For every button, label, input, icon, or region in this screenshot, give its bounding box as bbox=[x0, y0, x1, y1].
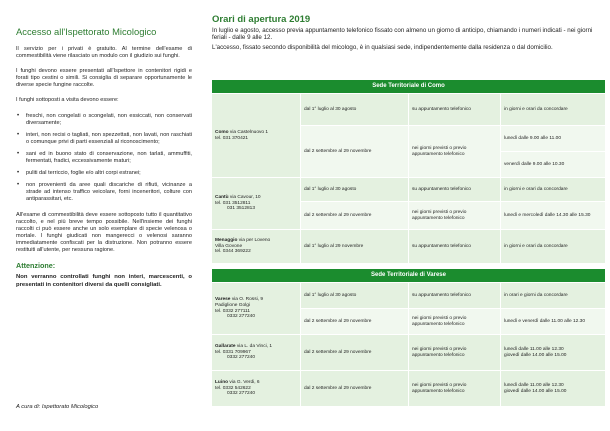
access-cell: su appuntamento telefonico bbox=[409, 94, 501, 126]
location-cell: Como via Castelnuovo 1 tel. 031 370421 bbox=[212, 94, 301, 178]
access-cell: su appuntamento telefonico bbox=[409, 178, 501, 202]
hours-cell: in giorni e orari da concordare bbox=[501, 230, 606, 264]
access-paragraph: L'accesso, fissato secondo disponibilità del micologo, è in qualsiasi sede, indipendentemente dalla residenza o dal domicilio. bbox=[212, 43, 553, 51]
como-table bbox=[211, 79, 606, 264]
access-info-column bbox=[16, 26, 192, 297]
attention-text: Non verranno controllati funghi non interi, marcescenti, o presentati in contenitori diversi da quelli consigliati. bbox=[16, 274, 192, 288]
opening-hours-intro bbox=[212, 14, 604, 51]
period-cell: dal 1° luglio al 30 agosto bbox=[301, 94, 409, 126]
varese-header: Sede Territoriale di Varese bbox=[212, 269, 606, 283]
period-cell: dal 1° luglio al 30 agosto bbox=[301, 283, 409, 309]
period-cell: dal 2 settembre al 29 novembre bbox=[301, 202, 409, 230]
bullet-icon: • bbox=[17, 112, 20, 119]
access-cell: nei giorni previsti o previo appuntamento telefonico bbox=[409, 309, 501, 335]
location-cell: Menaggio via per Loveno Villa Govone tel. 0344 369222 bbox=[212, 230, 301, 264]
list-item: • puliti dal terriccio, foglie e/o altri corpi estranei; bbox=[17, 170, 141, 177]
access-cell: nei giorni previsti o previo appuntamento telefonico bbox=[409, 126, 501, 178]
access-cell: nei giorni previsti o previo appuntamento telefonico bbox=[409, 202, 501, 230]
table-row bbox=[212, 283, 606, 309]
period-cell: dal 1° luglio al 30 agosto bbox=[301, 178, 409, 202]
hours-cell: in orari e giorni da concordare bbox=[501, 283, 606, 309]
access-cell: nei giorni previsti o previo appuntamento telefonico bbox=[409, 335, 501, 371]
hours-cell: lunedì dalle 11.00 alle 12.30 giovedì dalle 14.00 alle 15.00 bbox=[501, 371, 606, 407]
table-row bbox=[212, 335, 606, 371]
varese-table bbox=[211, 268, 606, 407]
location-cell: Varese via O. Rossi, 9 Padiglione Golgi tel. 0332 277111 0332 277240 bbox=[212, 283, 301, 335]
location-cell: Cantù via Cavour, 10 tel. 031 3512811 031 3512813 bbox=[212, 178, 301, 230]
hours-cell: in giorni e orari da concordare bbox=[501, 178, 606, 202]
containers-paragraph: I funghi devono essere presentati all'Ispettore in contenitori rigidi e forati tipo cestini o simili. Si consiglia di separare opportunamente le diverse specie fungine raccolte. bbox=[16, 68, 192, 89]
table-row bbox=[212, 94, 606, 126]
exam-paragraph: All'esame di commestibilità deve essere sottoposto tutto il quantitativo raccolto, e nel più breve tempo possibile. Nell'insieme dei funghi raccolti ci può essere anche un solo esemplare di specie velenosa o mortale. I funghi giudicati non mangerecci o velenosi saranno immediatamente confiscati per la distruzione. Non potranno essere restituiti all'utente, per nessuna ragione. bbox=[16, 211, 192, 253]
list-item: • interi, non recisi o tagliati, non spezzettati, non lavati, non raschiati o comunque privi di parti essenziali al riconoscimento; bbox=[17, 131, 192, 145]
hours-cell: lunedì dalle 9.00 alle 11.00 bbox=[501, 126, 606, 152]
period-cell: dal 2 settembre al 29 novembre bbox=[301, 126, 409, 178]
bullet-icon: • bbox=[17, 170, 20, 177]
hours-cell: venerdì dalle 9.00 alle 10.30 bbox=[501, 152, 606, 178]
bullet-icon: • bbox=[17, 182, 20, 189]
access-title: Accesso all'Ispettorato Micologico bbox=[16, 26, 157, 37]
list-item: • freschi, non congelati o scongelati, non essiccati, non conservati diversamente; bbox=[17, 112, 192, 126]
schedule-tables bbox=[211, 79, 605, 407]
location-cell: Luino via G. Verdi, 6 tel. 0332 542622 0332 277240 bbox=[212, 371, 301, 407]
access-cell: nei giorni previsti o previo appuntamento telefonico bbox=[409, 371, 501, 407]
table-row bbox=[212, 230, 606, 264]
requirements-intro: I funghi sottoposti a visita devono essere: bbox=[16, 97, 119, 104]
period-cell: dal 1° luglio al 29 novembre bbox=[301, 230, 409, 264]
table-row bbox=[212, 371, 606, 407]
list-item: • sani ed in buono stato di conservazione, non tarlati, ammuffiti, fermentati, fradici, eccessivamente maturi; bbox=[17, 150, 192, 165]
hours-cell: in giorni e orari da concordare bbox=[501, 94, 606, 126]
bullet-icon: • bbox=[17, 131, 20, 138]
requirements-list bbox=[16, 113, 192, 204]
hours-cell: lunedì e mercoledì dalle 14.30 alle 15.30 bbox=[501, 202, 606, 230]
attention-title: Attenzione: bbox=[16, 261, 56, 271]
access-cell: su appuntamento telefonico bbox=[409, 283, 501, 309]
service-paragraph: Il servizio per i privati è gratuito. Al termine dell'esame di commestibilità viene rilasciato un modulo con il giudizio sui funghi. bbox=[16, 46, 192, 60]
credit-line: A cura di: Ispettorato Micologico bbox=[16, 404, 99, 410]
period-cell: dal 2 settembre al 29 novembre bbox=[301, 371, 409, 407]
opening-hours-title: Orari di apertura 2019 bbox=[212, 14, 311, 25]
access-cell: su appuntamento telefonico bbox=[409, 230, 501, 264]
bullet-icon: • bbox=[17, 150, 20, 157]
table-row bbox=[212, 178, 606, 202]
period-cell: dal 2 settembre al 29 novembre bbox=[301, 309, 409, 335]
hours-cell: lunedì e venerdì dalle 11.00 alle 12.30 bbox=[501, 309, 606, 335]
hours-cell: lunedì dalle 11.00 alle 12.30 giovedì dalle 14.00 alle 15.00 bbox=[501, 335, 606, 371]
location-cell: Gallarate via L. da Vinci, 1 tel. 0331 709967 0332 277240 bbox=[212, 335, 301, 371]
period-cell: dal 2 settembre al 29 novembre bbox=[301, 335, 409, 371]
como-header: Sede Territoriale di Como bbox=[212, 80, 606, 94]
list-item: • non provenienti da aree quali discariche di rifiuti, vicinanze a strade ad intenso traffico veicolare, forni inceneritori, colture con antiparassitari, etc. bbox=[17, 182, 192, 203]
summer-paragraph: In luglio e agosto, accesso previa appuntamento telefonico fissato con almeno un giorno di anticipo, chiamando i numeri indicati - nei giorni feriali - dalle 9 alle 12. bbox=[212, 27, 593, 42]
